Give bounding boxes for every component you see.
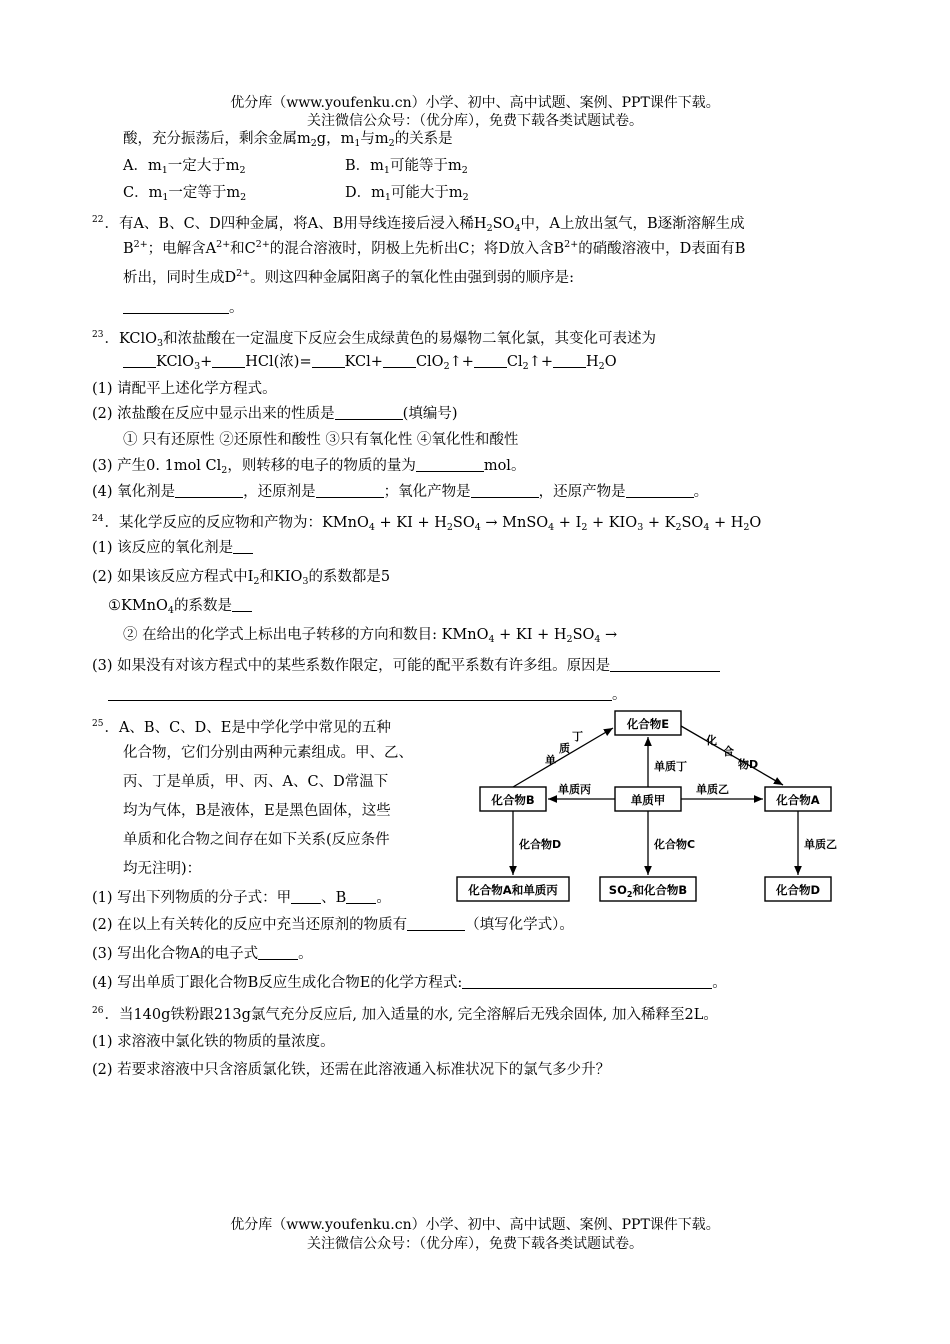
q25-part3: (3) 写出化合物A的电子式 。 [92, 946, 313, 962]
label-wu-d: 物D [738, 758, 759, 771]
q23-line1: $^{23}$．KClO$_3$和浓盐酸在一定温度下反应会生成绿黄色的易爆物二氧化氯，其变化可表述为 [92, 330, 657, 349]
answer-blank[interactable] [175, 483, 243, 498]
label-dan: 单 [545, 754, 556, 767]
q24-part2-ii: ② 在给出的化学式上标出电子转移的方向和数目: KMnO$_4$ + KI + $H_2SO_4$ → [123, 627, 618, 645]
q26-part2: (2) 若要求溶液中只含溶质氯化铁，还需在此溶液通入标准状况下的氯气多少升？ [92, 1062, 611, 1078]
q22-answer-line: 。 [123, 297, 244, 319]
coef-blank[interactable] [474, 353, 507, 368]
q22-line2: $B^{2+}$；电解含$A^{2+}$和$C^{2+}$的混合溶液时，阴极上先析出C；将D放入含$B^{2+}$的硝酸溶液中，D表面有B [123, 239, 746, 257]
q23-part4: (4) 氧化剂是 ，还原剂是 ；氧化产物是 ，还原产物是 。 [92, 484, 709, 500]
label-element-yi: 单质乙 [696, 783, 729, 796]
q23-part3: (3) 产生0. 1mol $Cl_2$，则转移的电子的物质的量为 mol。 [92, 458, 526, 476]
page-header-line1: 优分库（www.youfenku.cn）小学、初中、高中试题、案例、PPT课件下载。 [230, 95, 720, 111]
q21-option-b: B．$m_1$可能等于$m_2$ [345, 158, 468, 176]
box-compound-a-label: 化合物A [776, 793, 820, 807]
label-compound-d: 化合物D [519, 838, 562, 851]
q23-part2-options: ① 只有还原性 ②还原性和酸性 ③只有氧化性 ④氧化性和酸性 [123, 432, 519, 448]
q25-part1: (1) 写出下列物质的分子式：甲 、B 。 [92, 890, 391, 906]
q23-equation: KClO$_3$+ HCl(浓)= KCl+ ClO$_2$↑+ $Cl_2↑+ H_2O$ [123, 351, 617, 373]
box-compound-d-label: 化合物D [775, 883, 821, 897]
q24-part3-answer-line: 。 [108, 684, 627, 706]
q22-line1: $^{22}$．有A、B、C、D四种金属，将A、B用导线连接后浸入稀$H_2SO_4$中，A上放出氢气，B逐渐溶解生成 [92, 215, 745, 234]
answer-blank[interactable] [346, 889, 376, 904]
label-ding: 丁 [572, 730, 583, 743]
q24-part3: (3) 如果没有对该方程式中的某些系数作限定，可能的配平系数有许多组。原因是 [92, 655, 720, 677]
answer-blank[interactable] [610, 657, 720, 672]
coef-blank[interactable] [212, 353, 245, 368]
q26-part1: (1) 求溶液中氯化铁的物质的量浓度。 [92, 1034, 335, 1050]
q23-part2: (2) 浓盐酸在反应中显示出来的性质是 (填编号) [92, 406, 458, 422]
label-compound-c: 化合物C [654, 838, 696, 851]
page-header-line2: 关注微信公众号：（优分库），免费下载各类试题试卷。 [307, 113, 643, 129]
q21-option-d: D．$m_1$可能大于$m_2$ [345, 185, 469, 203]
answer-blank[interactable] [108, 686, 612, 701]
answer-blank[interactable] [232, 597, 252, 612]
arrow-b-to-e [513, 728, 613, 787]
answer-blank[interactable] [462, 974, 712, 989]
q25-text-line4: 均为气体，B是液体，E是黑色固体，这些 [123, 803, 391, 819]
q24-part1: (1) 该反应的氧化剂是 [92, 537, 253, 559]
q25-text-line1: $^{25}$．A、B、C、D、E是中学化学中常见的五种 [92, 719, 391, 736]
coef-blank[interactable] [123, 353, 156, 368]
answer-blank[interactable] [335, 405, 403, 420]
label-element-ding: 单质丁 [654, 760, 687, 773]
coef-blank[interactable] [553, 353, 586, 368]
answer-blank[interactable] [407, 916, 465, 931]
box-compound-a-and-bing-label: 化合物A和单质丙 [468, 883, 558, 897]
box-element-jia-label: 单质甲 [630, 793, 666, 807]
answer-blank[interactable] [416, 457, 484, 472]
box-so2-and-b-label: $SO_2$和化合物B [608, 883, 688, 899]
q24-part2-i: ①KMnO$_4$的系数是 [108, 595, 252, 617]
q21-option-a: A．$m_1$一定大于$m_2$ [123, 158, 246, 176]
label-hua: 化 [706, 734, 717, 747]
q24-part2: (2) 如果该反应方程式中$I_2$和$KIO_3$的系数都是5 [92, 569, 391, 587]
q25-reaction-diagram [455, 708, 840, 908]
answer-blank[interactable] [471, 483, 539, 498]
q21-option-c: C．$m_1$一定等于$m_2$ [123, 185, 247, 203]
label-element-bing: 单质丙 [558, 783, 591, 796]
answer-blank[interactable] [258, 945, 298, 960]
q25-text-line3: 丙、丁是单质，甲、丙、A、C、D常温下 [123, 774, 389, 790]
page-footer-line2: 关注微信公众号：（优分库），免费下载各类试题试卷。 [307, 1236, 643, 1252]
coef-blank[interactable] [312, 353, 345, 368]
box-compound-e-label: 化合物E [626, 717, 670, 731]
q25-part2: (2) 在以上有关转化的反应中充当还原剂的物质有 （填写化学式）。 [92, 917, 574, 933]
q25-part4: (4) 写出单质丁跟化合物B反应生成化合物E的化学方程式: 。 [92, 975, 727, 991]
label-zhi: 质 [559, 742, 570, 755]
q26-line1: $^{26}$．当140g铁粉跟213g氯气充分反应后, 加入适量的水, 完全溶解后无残余固体, 加入稀释至2L。 [92, 1006, 718, 1023]
coef-blank[interactable] [383, 353, 416, 368]
q25-text-line6: 均无注明)： [123, 861, 202, 877]
q25-text-line5: 单质和化合物之间存在如下关系(反应条件 [123, 832, 390, 848]
box-compound-b-label: 化合物B [491, 793, 535, 807]
answer-blank[interactable] [123, 299, 229, 314]
label-he: 合 [723, 745, 734, 758]
answer-blank[interactable] [233, 539, 253, 554]
answer-blank[interactable] [316, 483, 384, 498]
q25-text-line2: 化合物，它们分别由两种元素组成。甲、乙、 [123, 745, 413, 761]
q24-line1: $^{24}$．某化学反应的反应物和产物为：KMnO$_4$ + KI + $H_2SO_4$ → MnSO$_4$ + $I_2 + KIO_3 + K_2SO_4 + H_2O$ [92, 514, 762, 533]
q23-part1: (1) 请配平上述化学方程式。 [92, 381, 277, 397]
label-element-yi-2: 单质乙 [804, 838, 837, 851]
answer-blank[interactable] [291, 889, 321, 904]
q22-line3: 析出，同时生成$D^{2+}$。则这四种金属阳离子的氧化性由强到弱的顺序是: [123, 268, 575, 286]
q21-continuation: 酸，充分振荡后，剩余金属$m_2g$，$m_1$与$m_2$的关系是 [123, 131, 453, 149]
page-footer-line1: 优分库（www.youfenku.cn）小学、初中、高中试题、案例、PPT课件下载。 [230, 1217, 720, 1233]
answer-blank[interactable] [626, 483, 694, 498]
